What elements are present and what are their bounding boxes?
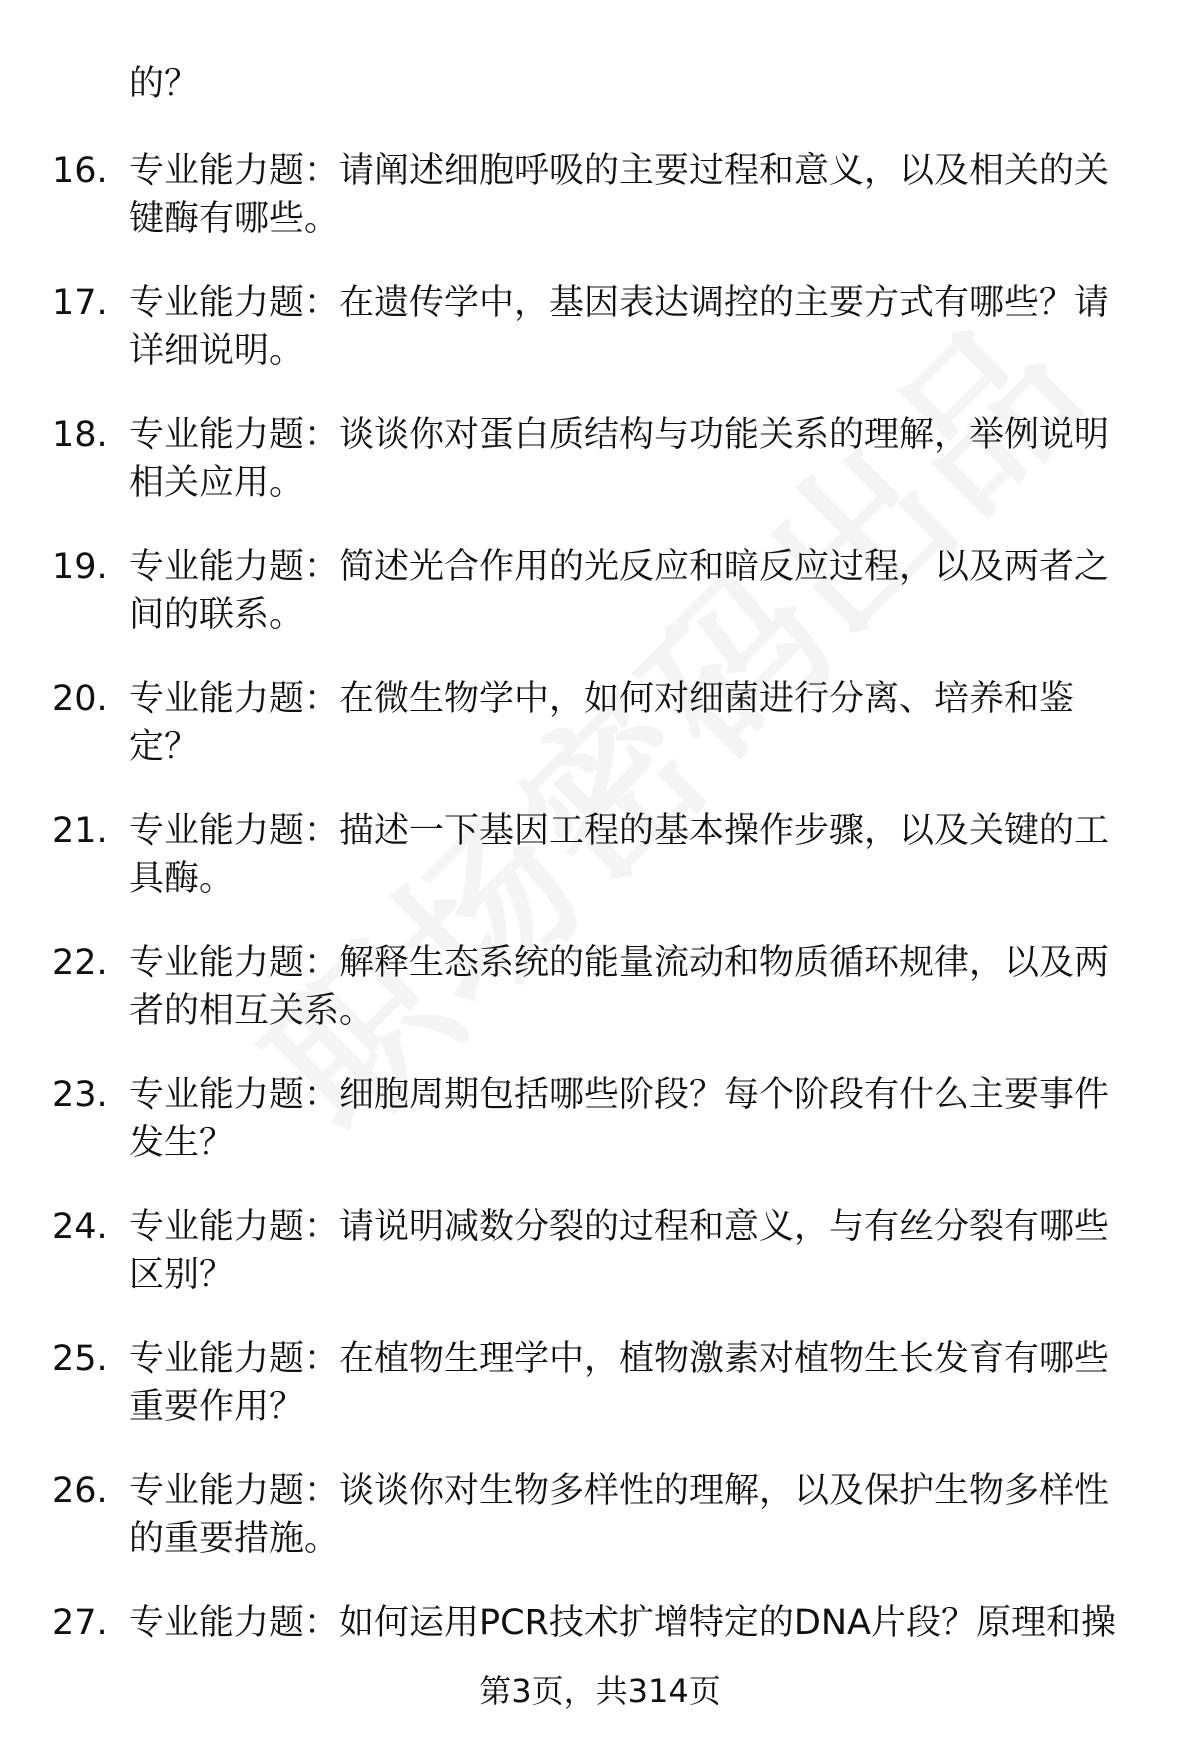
continuation-text: 的？ [129, 64, 200, 104]
question-number: 18. [52, 415, 108, 455]
question-number: 27. [52, 1603, 108, 1643]
question-text: 专业能力题：解释生态系统的能量流动和物质循环规律，以及两者的相互关系。 [129, 943, 1110, 1031]
question-number: 25. [52, 1339, 108, 1379]
question-text: 专业能力题：请说明减数分裂的过程和意义，与有丝分裂有哪些区别？ [129, 1207, 1110, 1295]
question-number: 19. [52, 547, 108, 587]
question-item [0, 411, 1200, 543]
question-item [0, 1071, 1200, 1203]
question-item [0, 543, 1200, 675]
question-text: 专业能力题：在植物生理学中，植物激素对植物生长发育有哪些重要作用？ [129, 1339, 1110, 1427]
question-number: 20. [52, 679, 108, 719]
question-item [0, 279, 1200, 411]
question-list [0, 147, 1200, 1731]
question-text: 专业能力题：谈谈你对蛋白质结构与功能关系的理解，举例说明相关应用。 [129, 415, 1110, 503]
question-item [0, 807, 1200, 939]
question-number: 16. [52, 151, 108, 191]
question-number: 24. [52, 1207, 108, 1247]
question-text: 专业能力题：谈谈你对生物多样性的理解，以及保护生物多样性的重要措施。 [129, 1471, 1110, 1559]
question-item [0, 1203, 1200, 1335]
question-number: 21. [52, 811, 108, 851]
question-number: 17. [52, 283, 108, 323]
question-item [0, 939, 1200, 1071]
page-footer: 第3页，共314页 [479, 1672, 721, 1710]
question-text: 专业能力题：如何运用PCR技术扩增特定的DNA片段？原理和操 [129, 1603, 1116, 1643]
question-text: 专业能力题：在遗传学中，基因表达调控的主要方式有哪些？请详细说明。 [129, 283, 1110, 371]
question-text: 专业能力题：在微生物学中，如何对细菌进行分离、培养和鉴定？ [129, 679, 1075, 767]
question-number: 22. [52, 943, 108, 983]
question-text: 专业能力题：简述光合作用的光反应和暗反应过程，以及两者之间的联系。 [129, 547, 1110, 635]
question-number: 26. [52, 1471, 108, 1511]
question-item [0, 675, 1200, 807]
question-text: 专业能力题：请阐述细胞呼吸的主要过程和意义，以及相关的关键酶有哪些。 [129, 151, 1110, 239]
question-item [0, 1335, 1200, 1467]
question-item [0, 1467, 1200, 1599]
question-item [0, 147, 1200, 279]
question-number: 23. [52, 1075, 108, 1115]
question-text: 专业能力题：描述一下基因工程的基本操作步骤，以及关键的工具酶。 [129, 811, 1110, 899]
question-text: 专业能力题：细胞周期包括哪些阶段？每个阶段有什么主要事件发生？ [129, 1075, 1110, 1163]
